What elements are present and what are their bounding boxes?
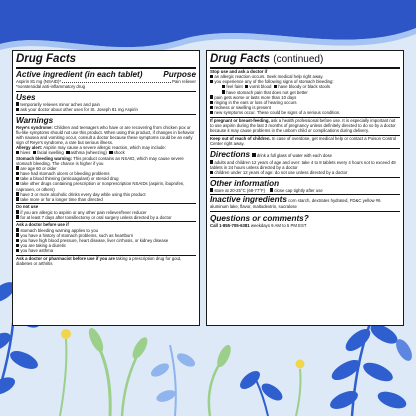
bullet-square-icon bbox=[16, 102, 19, 105]
bullet-square-icon bbox=[16, 177, 19, 180]
bleeding-item: take more or for a longer time than directed bbox=[16, 197, 196, 202]
bullet-square-icon bbox=[210, 101, 213, 104]
inactive-ingredients-heading: Inactive ingredients bbox=[210, 195, 287, 205]
bullet-square-icon bbox=[245, 85, 248, 88]
do-not-use-item: if you are allergic to aspirin or any other pain reliever/fever reducer bbox=[16, 210, 196, 215]
bullet-square-icon bbox=[16, 172, 19, 175]
bullet-square-icon bbox=[210, 80, 213, 83]
bullet-square-icon bbox=[270, 188, 273, 191]
directions-item: children under 12 years of age: do not use unless directed by a doctor bbox=[210, 170, 400, 175]
bleeding-item: have had stomach ulcers or bleeding problems bbox=[16, 171, 196, 176]
purpose-heading: Purpose bbox=[163, 70, 196, 79]
bullet-square-icon bbox=[210, 106, 213, 109]
bullet-square-icon bbox=[109, 151, 112, 154]
bullet-square-icon bbox=[33, 151, 36, 154]
bleeding-signs: feel faint vomit blood have bloody or black stools bbox=[210, 84, 400, 89]
bullet-square-icon bbox=[252, 153, 255, 156]
bullet-square-icon bbox=[66, 151, 69, 154]
phone-number: Call 1-855-705-6381 bbox=[210, 222, 250, 228]
uses-item: temporarily relieves minor aches and pain bbox=[16, 102, 196, 107]
bullet-square-icon bbox=[16, 192, 19, 195]
bleeding-signs: have stomach pain that does not get better bbox=[210, 90, 400, 95]
bullet-square-icon bbox=[210, 160, 213, 163]
bullet-square-icon bbox=[210, 171, 213, 174]
keep-out-of-reach: Keep out of reach of children. In case of overdose, get medical help or contact a Poison Control Center right away. bbox=[210, 135, 397, 147]
light-blue-leaves bbox=[149, 345, 197, 416]
bullet-square-icon bbox=[16, 244, 19, 247]
bullet-square-icon bbox=[16, 210, 19, 213]
bullet-square-icon bbox=[16, 182, 19, 185]
allergy-items: hives facial swelling asthma (wheezing) shock bbox=[16, 150, 196, 155]
ask-doctor-item: you have a history of stomach problems, such as heartburn bbox=[16, 233, 196, 238]
divider bbox=[16, 114, 196, 115]
stop-use-item: ringing in the ears or loss of hearing occurs bbox=[210, 100, 400, 105]
stop-use-item: you experience any of the following signs of stomach bleeding: bbox=[210, 79, 400, 84]
bullet-square-icon bbox=[210, 75, 213, 78]
uses-heading: Uses bbox=[16, 92, 36, 102]
drug-facts-panel-right bbox=[206, 50, 404, 326]
active-ingredient-heading: Active ingredient (in each tablet) bbox=[16, 70, 143, 79]
stop-use-item: pain gets worse or lasts more than 10 days bbox=[210, 95, 400, 100]
active-ingredient-name: Aspirin 81 mg (NSAID)* bbox=[16, 79, 62, 84]
bullet-square-icon bbox=[16, 166, 19, 169]
right-leaf-cluster bbox=[237, 318, 415, 416]
bullet-square-icon bbox=[16, 228, 19, 231]
drug-facts-panel-left bbox=[12, 50, 200, 326]
reye-syndrome-warning: Reye's syndrome: Children and teenagers who have or are recovering from chicken pox or flu-like symptoms should not use this product. When using this product, if changes in behavior with nausea and vomiting occur, consult a doctor because these symptoms could be an early sign of Reye's syndrome, a rare but serious illness. bbox=[16, 124, 195, 146]
bullet-square-icon bbox=[16, 151, 19, 154]
drug-facts-title-continued: Drug Facts (continued) bbox=[210, 53, 400, 69]
nsaid-footnote: *nonsteroidal anti-inflammatory drug bbox=[16, 84, 86, 90]
dot-leader bbox=[62, 82, 171, 83]
do-not-use-item: for at least 7 days after tonsillectomy or oral surgery unless directed by a doctor bbox=[16, 215, 196, 220]
questions-heading: Questions or comments? bbox=[210, 213, 309, 223]
stop-use-item: new symptoms occur. These could be signs of a serious condition. bbox=[210, 110, 400, 115]
ask-pharmacist-note: Ask a doctor or pharmacist before use if you are taking a prescription drug for gout, diabetes or arthritis bbox=[16, 255, 182, 267]
uses-item: ask your doctor about other uses for St. Joseph 81 mg Aspirin bbox=[16, 107, 196, 112]
directions-heading: Directions drink a full glass of water with each dose bbox=[210, 149, 332, 159]
stop-use-item: redness or swelling is present bbox=[210, 105, 400, 110]
bullet-square-icon bbox=[210, 111, 213, 114]
bullet-square-icon bbox=[210, 95, 213, 98]
bullet-square-icon bbox=[16, 249, 19, 252]
warnings-heading: Warnings bbox=[16, 115, 54, 125]
bullet-square-icon bbox=[210, 188, 213, 191]
divider bbox=[210, 211, 400, 212]
stop-use-heading: Stop use and ask a doctor if bbox=[210, 69, 268, 74]
stop-use-item: an allergic reaction occurs. Seek medical help right away. bbox=[210, 74, 400, 79]
drug-facts-title: Drug Facts bbox=[16, 53, 196, 69]
ask-doctor-item: you have asthma bbox=[16, 248, 196, 253]
ask-doctor-item: you have high blood pressure, heart disease, liver cirrhosis, or kidney disease bbox=[16, 238, 196, 243]
other-information-items: store at 20-25°C (68-77°F) close cap tightly after use bbox=[210, 188, 400, 193]
phone-hours: weekdays 9 AM to 5 PM EST bbox=[250, 222, 307, 228]
do-not-use-heading: Do not use bbox=[16, 204, 39, 210]
bleeding-item: have 3 or more alcoholic drinks every day while using this product bbox=[16, 192, 196, 197]
bleeding-item: take a blood thinning (anticoagulant) or steroid drug bbox=[16, 176, 196, 181]
bleeding-item: take other drugs containing prescription or nonprescription NSAIDs (aspirin, ibuprofen, naproxen, or others) bbox=[16, 181, 185, 192]
stomach-bleeding-warning: Stomach bleeding warning: This product contains an NSAID, which may cause severe stomach bleeding. The chance is higher if you bbox=[16, 155, 184, 166]
other-information-heading: Other information bbox=[210, 178, 280, 188]
inactive-ingredients bbox=[210, 195, 400, 209]
divider bbox=[210, 177, 400, 178]
ask-doctor-item: you are taking a diuretic bbox=[16, 243, 196, 248]
active-ingredient-header bbox=[16, 70, 196, 79]
bullet-square-icon bbox=[274, 85, 277, 88]
allergy-alert: Allergy alert: Aspirin may cause a severe allergic reaction, which may include: bbox=[16, 145, 167, 151]
bullet-square-icon bbox=[16, 239, 19, 242]
divider bbox=[16, 91, 196, 92]
directions-item: adults and children 12 years of age and over: take 4 to 8 tablets every 4 hours not to exceed 48 tablets in 24 hours unless directed by a doctor bbox=[210, 159, 396, 170]
bullet-square-icon bbox=[16, 108, 19, 111]
pregnancy-warning: If pregnant or breast-feeding, ask a health professional before use. It is especially important not to use aspirin during the last 3 months of pregnancy unless definitely directed to do so by a doctor because it may cause problems in the unborn child or complications during delivery. bbox=[210, 117, 396, 134]
bullet-square-icon bbox=[222, 90, 225, 93]
bullet-square-icon bbox=[16, 233, 19, 236]
ask-doctor-heading: Ask a doctor before use if bbox=[16, 222, 69, 228]
ask-doctor-item: stomach bleeding warning applies to you bbox=[16, 228, 196, 233]
inactive-ingredients-text: corn starch, dextrates hydrated, FD&C yellow #6 aluminum lake, flavor, maltodextrin, sucralose bbox=[210, 198, 381, 210]
active-ingredient-purpose: Pain reliever bbox=[172, 79, 196, 84]
bullet-square-icon bbox=[16, 197, 19, 200]
bullet-square-icon bbox=[222, 85, 225, 88]
divider bbox=[210, 148, 400, 149]
bleeding-item: are age 60 or older bbox=[16, 166, 196, 171]
bullet-square-icon bbox=[16, 215, 19, 218]
